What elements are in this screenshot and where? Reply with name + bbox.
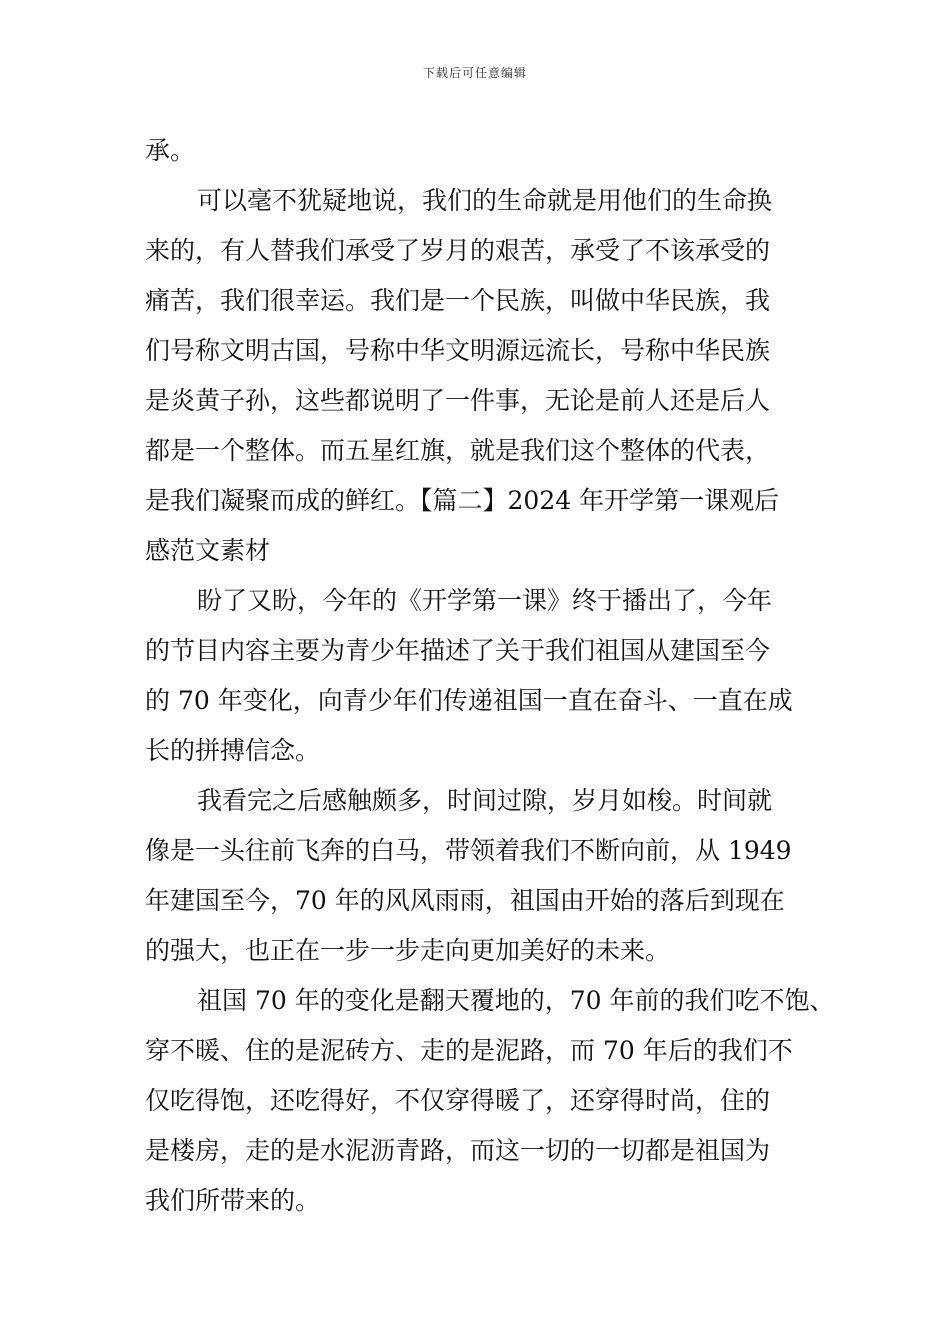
text-line: 盼了又盼，今年的《开学第一课》终于播出了，今年 — [197, 586, 773, 615]
text-line: 感范文素材 — [145, 536, 271, 565]
text-line: 我看完之后感触颇多，时间过隙，岁月如梭。时间就 — [197, 786, 773, 815]
text-line: 的节目内容主要为青少年描述了关于我们祖国从建国至今 — [145, 636, 771, 665]
text-line: 仅吃得饱，还吃得好，不仅穿得暖了，还穿得时尚，住的 — [145, 1086, 771, 1115]
text-line: 承。 — [145, 136, 196, 165]
text-line: 是楼房，走的是水泥沥青路，而这一切的一切都是祖国为 — [145, 1136, 771, 1165]
text-line: 是我们凝聚而成的鲜红。【篇二】2024 年开学第一课观后 — [145, 486, 780, 515]
text-line: 穿不暖、住的是泥砖方、走的是泥路，而 70 年后的我们不 — [145, 1036, 793, 1065]
text-line: 们号称文明古国，号称中华文明源远流长，号称中华民族 — [145, 336, 771, 365]
text-line: 我们所带来的。 — [145, 1186, 321, 1215]
text-line: 来的，有人替我们承受了岁月的艰苦，承受了不该承受的 — [145, 236, 771, 265]
text-line: 祖国 70 年的变化是翻天覆地的，70 年前的我们吃不饱、 — [197, 986, 835, 1015]
text-line: 都是一个整体。而五星红旗，就是我们这个整体的代表， — [145, 436, 771, 465]
text-line: 年建国至今，70 年的风风雨雨，祖国由开始的落后到现在 — [145, 886, 785, 915]
text-line: 痛苦，我们很幸运。我们是一个民族，叫做中华民族，我 — [145, 286, 771, 315]
text-line: 像是一头往前飞奔的白马，带领着我们不断向前，从 1949 — [145, 836, 792, 865]
text-line: 可以毫不犹疑地说，我们的生命就是用他们的生命换 — [197, 186, 773, 215]
text-line: 的 70 年变化，向青少年们传递祖国一直在奋斗、一直在成 — [145, 686, 793, 715]
text-line: 是炎黄子孙，这些都说明了一件事，无论是前人还是后人 — [145, 386, 771, 415]
document-body — [145, 126, 835, 1226]
text-line: 长的拼搏信念。 — [145, 736, 321, 765]
page-header: 下载后可任意编辑 — [422, 66, 527, 80]
text-line: 的强大，也正在一步一步走向更加美好的未来。 — [145, 936, 671, 965]
